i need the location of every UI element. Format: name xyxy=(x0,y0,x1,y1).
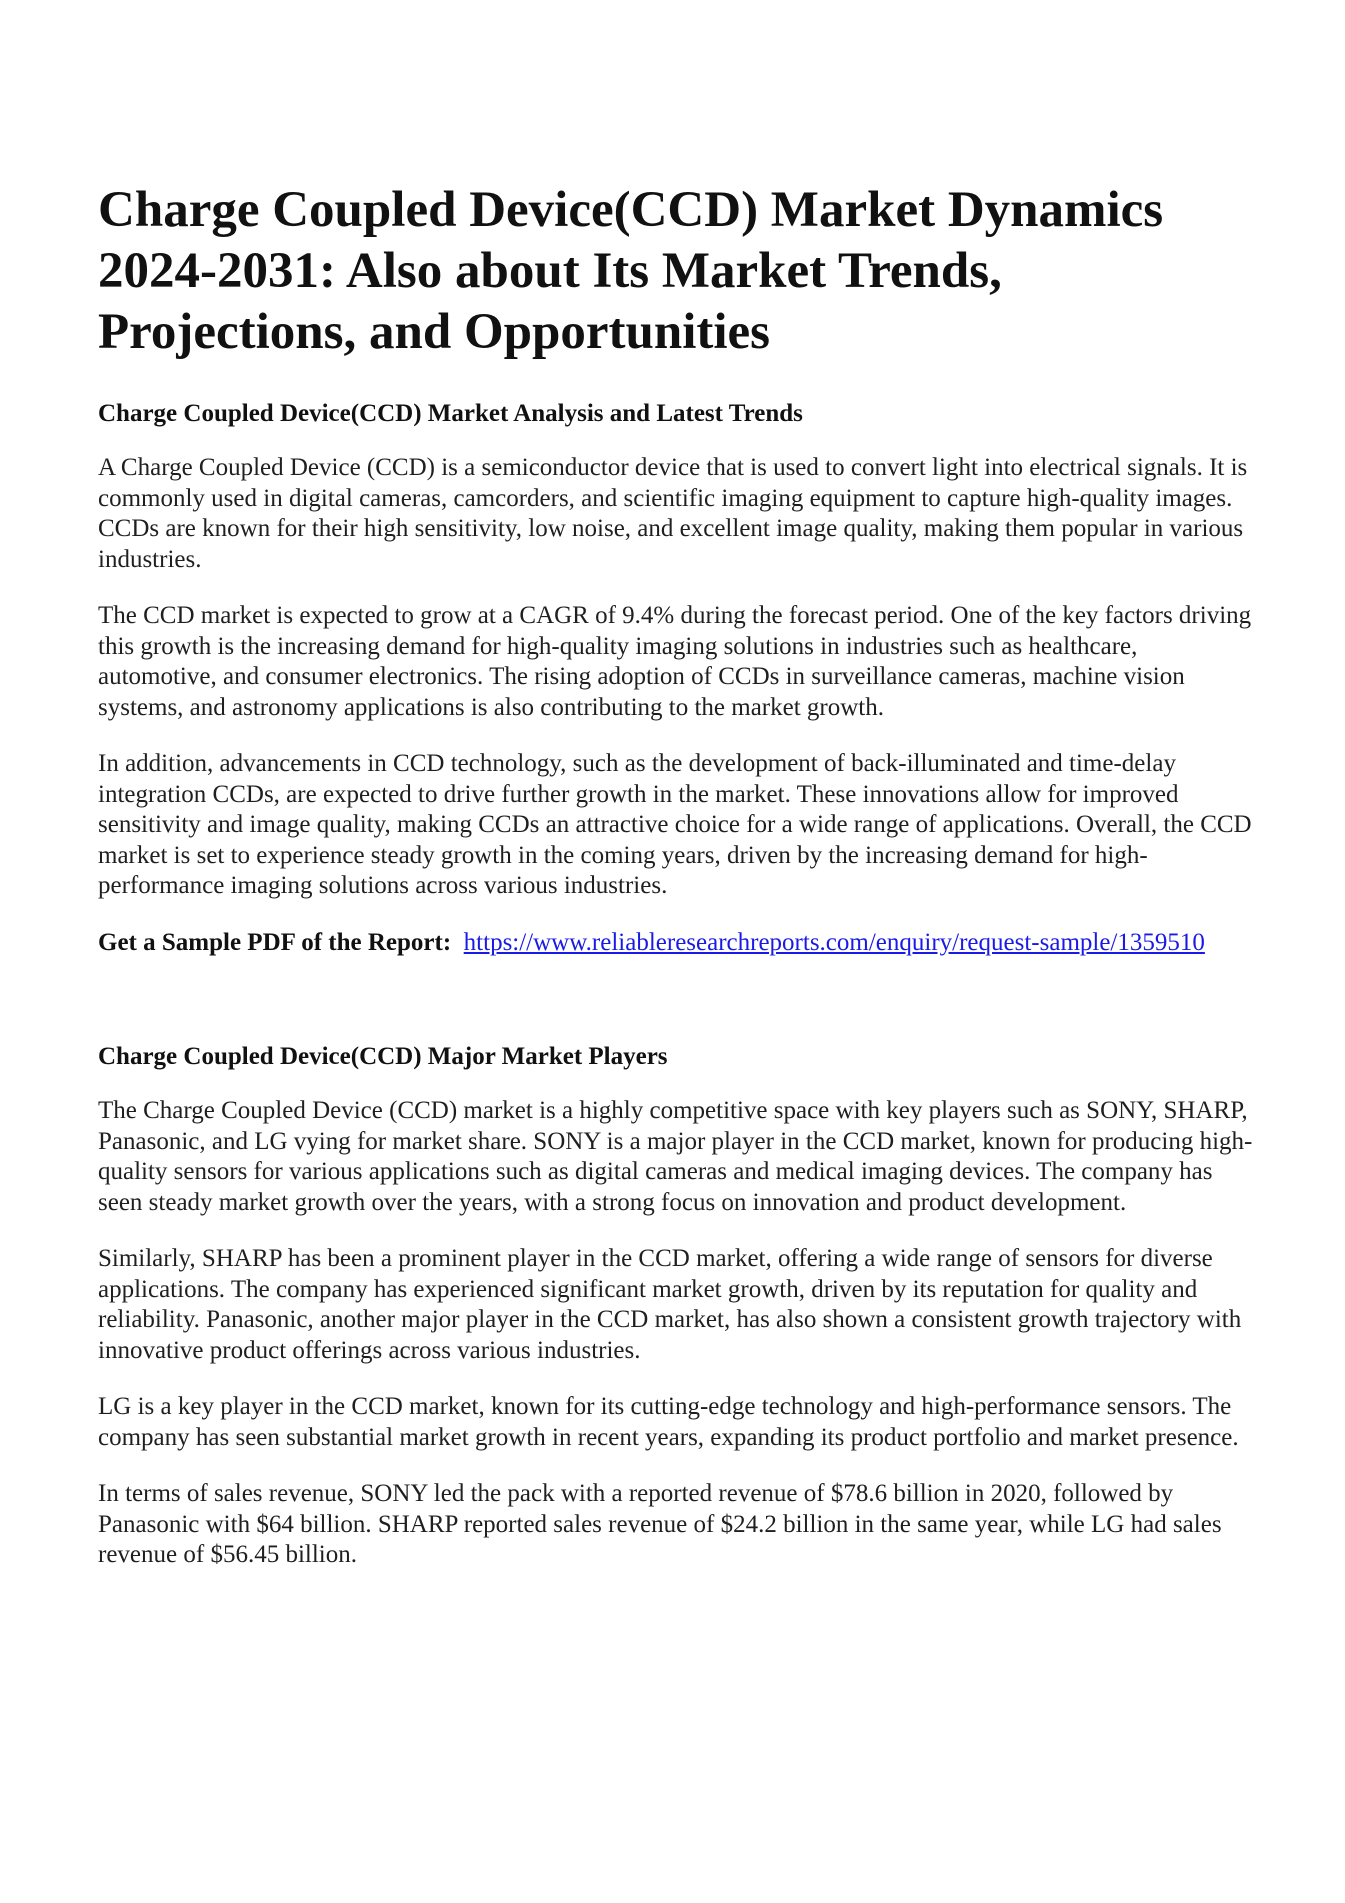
sample-pdf-line xyxy=(98,928,1258,959)
section-spacer xyxy=(98,958,1258,1042)
paragraph: The Charge Coupled Device (CCD) market is a highly competitive space with key players such as SONY, SHARP, Panasonic, and LG vying for market share. SONY is a major player in the CCD market, known for producing high-quality sensors for various applications such as digital cameras and medical imaging devices. The company has seen steady market growth over the years, with a strong focus on innovation and product development. xyxy=(98,1097,1253,1216)
paragraph: In addition, advancements in CCD technology, such as the development of back-illuminated and time-delay integration CCDs, are expected to drive further growth in the market. These innovations allow for improved sensitivity and image quality, making CCDs an attractive choice for a wide range of applications. Overall, the CCD market is set to experience steady growth in the coming years, driven by the increasing demand for high-performance imaging solutions across various industries. xyxy=(98,750,1252,899)
paragraph: A Charge Coupled Device (CCD) is a semiconductor device that is used to convert light into electrical signals. It is commonly used in digital cameras, camcorders, and scientific imaging equipment to capture high-quality images. CCDs are known for their high sensitivity, low noise, and excellent image quality, making them popular in various industries. xyxy=(98,454,1248,573)
section-heading: Charge Coupled Device(CCD) Major Market Players xyxy=(98,1043,668,1070)
section-market-analysis xyxy=(98,399,1258,958)
paragraph: LG is a key player in the CCD market, known for its cutting-edge technology and high-performance sensors. The company has seen substantial market growth in recent years, expanding its product portfolio and market presence. xyxy=(98,1393,1239,1451)
document-page xyxy=(98,180,1258,1597)
sample-pdf-link[interactable]: https://www.reliableresearchreports.com/enquiry/request-sample/1359510 xyxy=(463,928,1205,956)
paragraph: The CCD market is expected to grow at a CAGR of 9.4% during the forecast period. One of the key factors driving this growth is the increasing demand for high-quality imaging solutions in industries such as healthcare, automotive, and consumer electronics. The rising adoption of CCDs in surveillance cameras, machine vision systems, and astronomy applications is also contributing to the market growth. xyxy=(98,602,1252,721)
paragraph: Similarly, SHARP has been a prominent player in the CCD market, offering a wide range of sensors for diverse applications. The company has experienced significant market growth, driven by its reputation for quality and reliability. Panasonic, another major player in the CCD market, has also shown a consistent growth trajectory with innovative product offerings across various industries. xyxy=(98,1245,1242,1364)
section-major-players xyxy=(98,1042,1258,1571)
sample-pdf-label: Get a Sample PDF of the Report: xyxy=(98,928,452,956)
section-heading: Charge Coupled Device(CCD) Market Analysis and Latest Trends xyxy=(98,400,803,427)
paragraph: In terms of sales revenue, SONY led the pack with a reported revenue of $78.6 billion in 2020, followed by Panasonic with $64 billion. SHARP reported sales revenue of $24.2 billion in the same year, while LG had sales revenue of $56.45 billion. xyxy=(98,1480,1222,1568)
page-title: Charge Coupled Device(CCD) Market Dynamics 2024-2031: Also about Its Market Trends, Projections, and Opportunities xyxy=(98,182,1164,360)
